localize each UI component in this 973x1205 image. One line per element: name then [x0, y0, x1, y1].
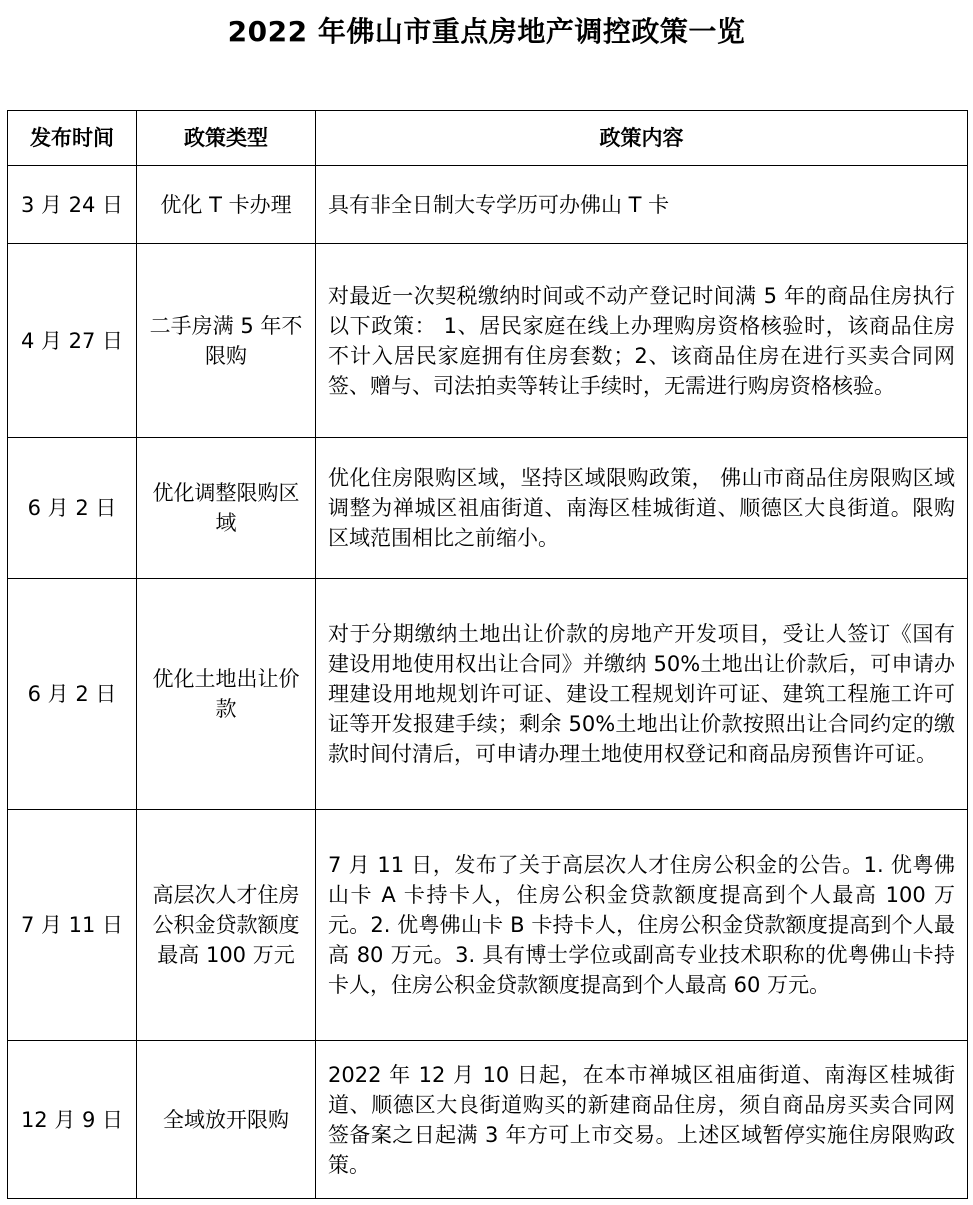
- cell-content: 具有非全日制大专学历可办佛山 T 卡: [316, 166, 968, 244]
- table-row: [8, 1041, 968, 1199]
- table-row: [8, 166, 968, 244]
- table-row: [8, 810, 968, 1041]
- cell-content: 对于分期缴纳土地出让价款的房地产开发项目，受让人签订《国有建设用地使用权出让合同》并缴纳 50%土地出让价款后，可申请办理建设用地规划许可证、建设工程规划许可证、建筑工程施工许可证等开发报建手续；剩余 50%土地出让价款按照出让合同约定的缴款时间付清后，可申请办理土地使用权登记和商品房预售许可证。: [316, 579, 968, 810]
- cell-date: 12 月 9 日: [8, 1041, 137, 1199]
- cell-date: 7 月 11 日: [8, 810, 137, 1041]
- cell-type: 二手房满 5 年不限购: [137, 244, 316, 438]
- table-row: [8, 438, 968, 579]
- cell-type: 优化 T 卡办理: [137, 166, 316, 244]
- cell-type: 优化土地出让价款: [137, 579, 316, 810]
- cell-date: 6 月 2 日: [8, 438, 137, 579]
- cell-content: 7 月 11 日，发布了关于高层次人才住房公积金的公告。1. 优粤佛山卡 A 卡持卡人，住房公积金贷款额度提高到个人最高 100 万元。2. 优粤佛山卡 B 卡持卡人，住房公积金贷款额度提高到个人最高 80 万元。3. 具有博士学位或副高专业技术职称的优粤佛山卡持卡人，住房公积金贷款额度提高到个人最高 60 万元。: [316, 810, 968, 1041]
- document-title: 2022 年佛山市重点房地产调控政策一览: [227, 15, 746, 48]
- policy-table: [7, 110, 968, 1199]
- table-row: [8, 579, 968, 810]
- table-row: [8, 244, 968, 438]
- header-content: 政策内容: [316, 111, 968, 166]
- cell-content: 对最近一次契税缴纳时间或不动产登记时间满 5 年的商品住房执行以下政策： 1、居民家庭在线上办理购房资格核验时，该商品住房不计入居民家庭拥有住房套数；2、该商品住房在进行买卖合同网签、赠与、司法拍卖等转让手续时，无需进行购房资格核验。: [316, 244, 968, 438]
- cell-date: 3 月 24 日: [8, 166, 137, 244]
- cell-content: 优化住房限购区域，坚持区域限购政策， 佛山市商品住房限购区域调整为禅城区祖庙街道、南海区桂城街道、顺德区大良街道。限购区域范围相比之前缩小。: [316, 438, 968, 579]
- table-header-row: [8, 111, 968, 166]
- cell-content: 2022 年 12 月 10 日起，在本市禅城区祖庙街道、南海区桂城街道、顺德区大良街道购买的新建商品住房，须自商品房买卖合同网签备案之日起满 3 年方可上市交易。上述区域暂停实施住房限购政策。: [316, 1041, 968, 1199]
- cell-date: 6 月 2 日: [8, 579, 137, 810]
- cell-type: 全域放开限购: [137, 1041, 316, 1199]
- cell-type: 高层次人才住房公积金贷款额度最高 100 万元: [137, 810, 316, 1041]
- cell-type: 优化调整限购区域: [137, 438, 316, 579]
- header-date: 发布时间: [8, 111, 137, 166]
- cell-date: 4 月 27 日: [8, 244, 137, 438]
- header-type: 政策类型: [137, 111, 316, 166]
